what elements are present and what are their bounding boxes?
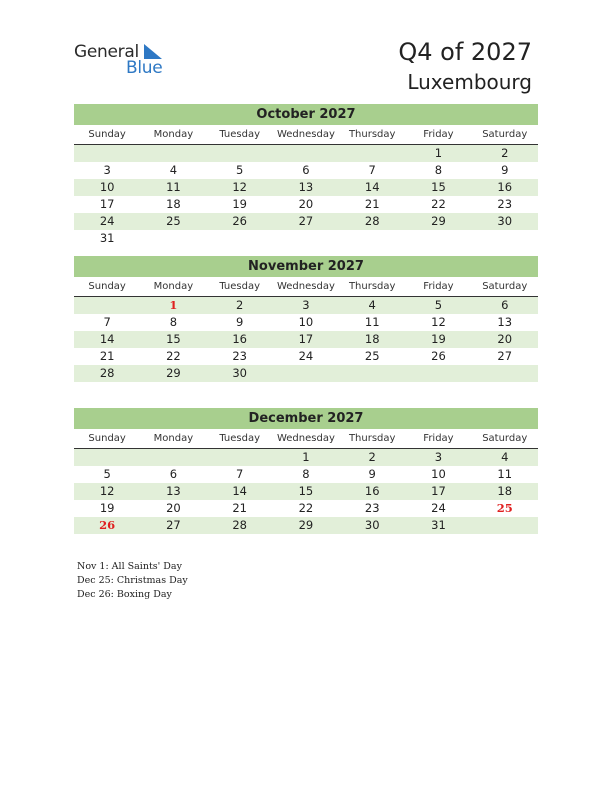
empty-day-cell <box>472 517 538 534</box>
weekday-label: Tuesday <box>219 433 260 444</box>
weekday-label: Friday <box>423 129 454 140</box>
month-grid <box>74 297 538 382</box>
day-cell: 6 <box>501 298 509 312</box>
holiday-note: Dec 26: Boxing Day <box>77 589 172 600</box>
empty-day-cell <box>339 230 405 247</box>
day-cell: 12 <box>99 484 115 498</box>
day-cell: 15 <box>431 180 446 194</box>
day-cell: 28 <box>232 518 247 532</box>
empty-day-cell <box>405 365 471 382</box>
day-cell: 29 <box>298 518 314 532</box>
day-cell: 4 <box>169 163 178 177</box>
page-title: Q4 of 2027 <box>398 38 532 66</box>
day-cell: 22 <box>298 501 314 515</box>
day-cell: 23 <box>364 501 380 515</box>
day-cell: 25 <box>364 349 380 363</box>
weekday-label: Wednesday <box>276 281 335 292</box>
empty-day-cell <box>140 145 206 162</box>
day-cell: 26 <box>99 518 116 532</box>
weekday-label: Sunday <box>88 281 126 292</box>
day-cell: 28 <box>364 214 380 228</box>
day-cell: 2 <box>236 298 244 312</box>
empty-day-cell <box>472 365 538 382</box>
day-cell: 22 <box>431 197 446 211</box>
logo <box>74 42 174 82</box>
day-cell: 5 <box>236 163 244 177</box>
day-cell: 17 <box>431 484 446 498</box>
day-cell: 13 <box>298 180 314 194</box>
week-row <box>74 348 538 365</box>
month-october <box>74 104 538 247</box>
empty-day-cell <box>273 145 339 162</box>
empty-day-cell <box>472 230 538 247</box>
holiday-notes <box>77 560 188 602</box>
week-row <box>74 517 538 534</box>
week-row <box>74 145 538 162</box>
weekday-label: Monday <box>153 433 194 444</box>
day-cell: 16 <box>364 484 380 498</box>
day-cell: 5 <box>434 298 443 312</box>
week-row <box>74 331 538 348</box>
week-row <box>74 213 538 230</box>
day-cell: 18 <box>364 332 380 346</box>
day-cell: 7 <box>236 467 244 481</box>
day-cell: 10 <box>99 180 115 194</box>
day-cell: 19 <box>232 197 247 211</box>
week-row <box>74 314 538 331</box>
day-cell: 27 <box>298 214 314 228</box>
empty-day-cell <box>74 145 140 162</box>
weekday-label: Friday <box>423 433 454 444</box>
day-cell: 8 <box>169 315 178 329</box>
week-row <box>74 483 538 500</box>
month-title: December 2027 <box>74 408 538 429</box>
day-cell: 9 <box>501 163 509 177</box>
day-cell: 24 <box>431 501 446 515</box>
empty-day-cell <box>207 449 273 466</box>
month-november <box>74 256 538 382</box>
day-cell: 1 <box>169 298 178 312</box>
day-cell: 18 <box>166 197 181 211</box>
day-cell: 2 <box>501 146 509 160</box>
day-cell: 13 <box>166 484 181 498</box>
week-row <box>74 365 538 382</box>
empty-day-cell <box>273 230 339 247</box>
weekday-label: Saturday <box>482 129 528 140</box>
day-cell: 4 <box>368 298 376 312</box>
day-cell: 8 <box>434 163 443 177</box>
week-row <box>74 162 538 179</box>
week-row <box>74 230 538 247</box>
day-cell: 23 <box>232 349 247 363</box>
weekday-label: Monday <box>153 281 194 292</box>
day-cell: 31 <box>431 518 446 532</box>
day-cell: 21 <box>232 501 247 515</box>
empty-day-cell <box>74 449 140 466</box>
day-cell: 27 <box>497 349 513 363</box>
logo-text-blue: Blue <box>126 58 163 78</box>
weekday-header-row <box>74 431 538 449</box>
day-cell: 22 <box>166 349 181 363</box>
weekday-header-row <box>74 279 538 297</box>
empty-day-cell <box>140 230 206 247</box>
day-cell: 9 <box>236 315 244 329</box>
day-cell: 3 <box>302 298 310 312</box>
day-cell: 9 <box>368 467 376 481</box>
day-cell: 15 <box>166 332 181 346</box>
empty-day-cell <box>140 449 206 466</box>
week-row <box>74 449 538 466</box>
day-cell: 16 <box>497 180 513 194</box>
day-cell: 3 <box>103 163 111 177</box>
day-cell: 20 <box>166 501 181 515</box>
day-cell: 12 <box>431 315 446 329</box>
empty-day-cell <box>273 365 339 382</box>
day-cell: 1 <box>434 146 443 160</box>
day-cell: 21 <box>364 197 380 211</box>
day-cell: 14 <box>232 484 247 498</box>
day-cell: 7 <box>368 163 376 177</box>
day-cell: 2 <box>368 450 376 464</box>
day-cell: 31 <box>99 231 115 245</box>
weekday-label: Monday <box>153 129 194 140</box>
weekday-label: Wednesday <box>276 433 335 444</box>
weekday-label: Tuesday <box>219 129 260 140</box>
empty-day-cell <box>405 230 471 247</box>
week-row <box>74 297 538 314</box>
day-cell: 26 <box>431 349 446 363</box>
month-december <box>74 408 538 534</box>
day-cell: 29 <box>431 214 446 228</box>
empty-day-cell <box>339 145 405 162</box>
month-grid <box>74 449 538 534</box>
day-cell: 12 <box>232 180 247 194</box>
day-cell: 30 <box>497 214 513 228</box>
day-cell: 11 <box>364 315 380 329</box>
day-cell: 17 <box>99 197 115 211</box>
day-cell: 27 <box>166 518 181 532</box>
day-cell: 25 <box>166 214 181 228</box>
weekday-label: Sunday <box>88 129 126 140</box>
empty-day-cell <box>207 145 273 162</box>
holiday-note: Dec 25: Christmas Day <box>77 575 188 586</box>
weekday-label: Thursday <box>348 129 396 140</box>
month-title: October 2027 <box>74 104 538 125</box>
day-cell: 19 <box>99 501 115 515</box>
day-cell: 7 <box>103 315 111 329</box>
day-cell: 24 <box>99 214 115 228</box>
holiday-note: Nov 1: All Saints' Day <box>77 561 182 572</box>
month-grid <box>74 145 538 247</box>
week-row <box>74 500 538 517</box>
day-cell: 19 <box>431 332 446 346</box>
day-cell: 21 <box>99 349 115 363</box>
empty-day-cell <box>74 297 140 314</box>
logo-text-general: General <box>74 42 139 62</box>
day-cell: 24 <box>298 349 314 363</box>
day-cell: 6 <box>169 467 178 481</box>
day-cell: 20 <box>497 332 513 346</box>
day-cell: 11 <box>497 467 513 481</box>
weekday-label: Saturday <box>482 281 528 292</box>
weekday-label: Thursday <box>348 433 396 444</box>
weekday-label: Saturday <box>482 433 528 444</box>
weekday-header-row <box>74 127 538 145</box>
day-cell: 15 <box>298 484 314 498</box>
week-row <box>74 196 538 213</box>
empty-day-cell <box>207 230 273 247</box>
weekday-label: Wednesday <box>276 129 335 140</box>
day-cell: 26 <box>232 214 247 228</box>
day-cell: 8 <box>302 467 310 481</box>
day-cell: 16 <box>232 332 247 346</box>
day-cell: 1 <box>302 450 310 464</box>
weekday-label: Tuesday <box>219 281 260 292</box>
day-cell: 14 <box>364 180 380 194</box>
day-cell: 14 <box>99 332 115 346</box>
weekday-label: Friday <box>423 281 454 292</box>
day-cell: 23 <box>497 197 513 211</box>
day-cell: 18 <box>497 484 513 498</box>
day-cell: 11 <box>166 180 181 194</box>
day-cell: 5 <box>103 467 111 481</box>
page-subtitle: Luxembourg <box>407 70 532 94</box>
month-title: November 2027 <box>74 256 538 277</box>
week-row <box>74 466 538 483</box>
day-cell: 4 <box>501 450 509 464</box>
day-cell: 13 <box>497 315 513 329</box>
day-cell: 30 <box>232 366 247 380</box>
day-cell: 29 <box>166 366 181 380</box>
day-cell: 28 <box>99 366 115 380</box>
day-cell: 25 <box>496 501 513 515</box>
day-cell: 20 <box>298 197 314 211</box>
day-cell: 10 <box>431 467 446 481</box>
day-cell: 3 <box>434 450 443 464</box>
week-row <box>74 179 538 196</box>
weekday-label: Thursday <box>348 281 396 292</box>
day-cell: 30 <box>364 518 380 532</box>
weekday-label: Sunday <box>88 433 126 444</box>
day-cell: 17 <box>298 332 314 346</box>
day-cell: 6 <box>302 163 310 177</box>
day-cell: 10 <box>298 315 314 329</box>
empty-day-cell <box>339 365 405 382</box>
